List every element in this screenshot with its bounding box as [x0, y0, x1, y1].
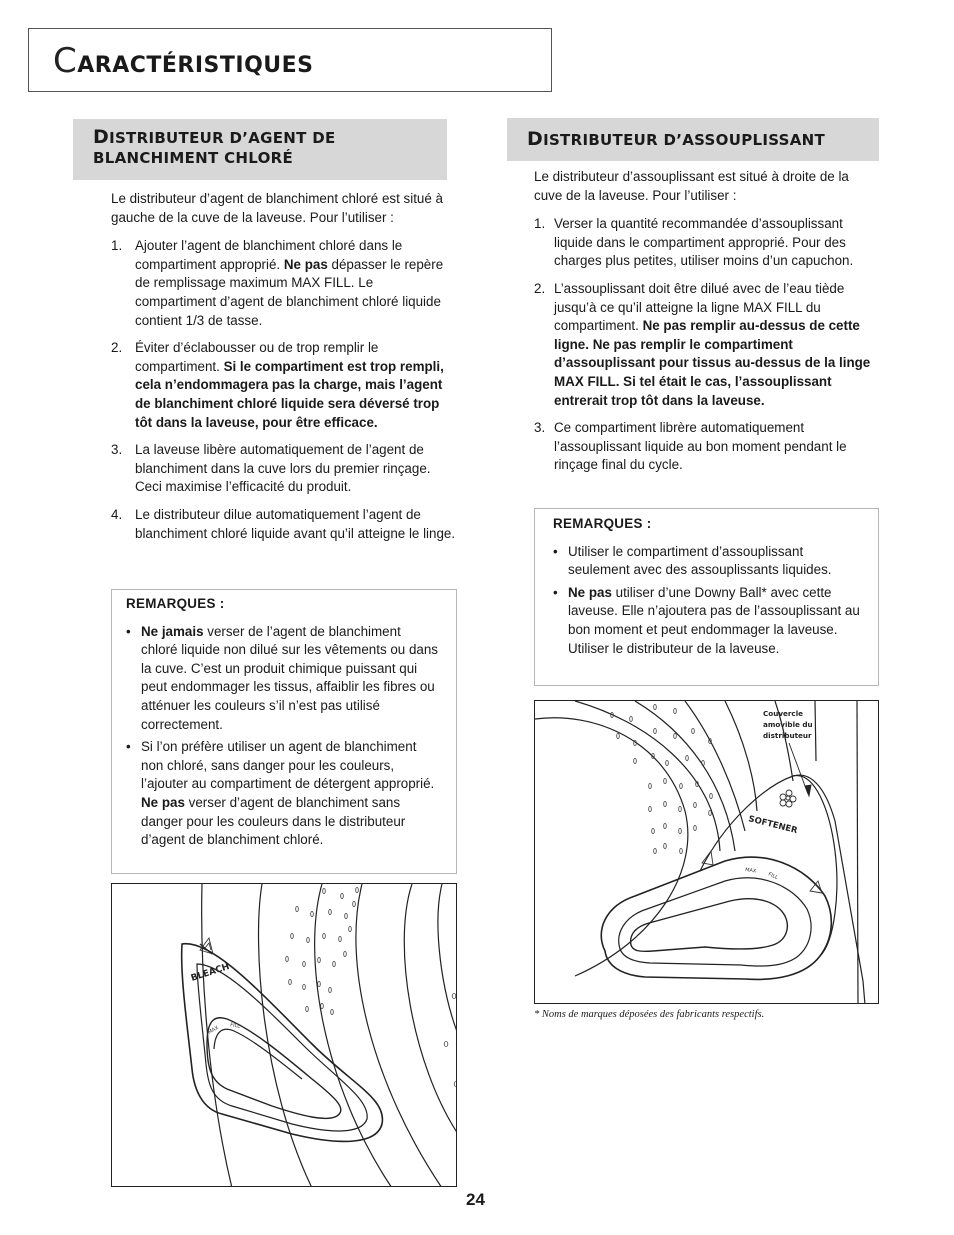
- bleach-dispenser-illustration: [111, 883, 457, 1187]
- bleach-label: BLEACH: [189, 962, 231, 984]
- softener-step-3: 3. Ce compartiment librère automatiquement l’assouplissant liquide au bon moment pendant le rinçage final du cycle.: [534, 420, 847, 473]
- softener-notes-heading: REMARQUES :: [553, 516, 652, 531]
- softener-intro: Le distributeur d’assouplissant est situé à droite de la cuve de la laveuse. Pour l’utiliser :: [534, 169, 849, 203]
- softener-note-1: • Utiliser le compartiment d’assouplissant seulement avec des assouplissants liquides.: [553, 543, 832, 578]
- softener-note-2: • Ne pas utiliser d’une Downy Ball* avec cette laveuse. Elle n’ajoutera pas de l’assouplissant au bon moment et peut endommager la laveuse. Utiliser le distributeur de la laveuse.: [553, 584, 860, 656]
- bleach-note-2: • Si l’on préfère utiliser un agent de blanchiment non chloré, sans danger pour les couleurs, l’ajouter au compartiment de détergent approprié. Ne pas verser d’agent de blanchiment sans danger pour les couleurs dans le distributeur d’agent de blanchiment chloré.: [126, 739, 435, 848]
- softener-max-label: MAX: [744, 867, 757, 875]
- page-title-box: [28, 28, 552, 92]
- softener-notes-box: [534, 508, 879, 686]
- bleach-notes-heading: REMARQUES :: [126, 596, 225, 611]
- bleach-step-4: 4. Le distributeur dilue automatiquement l’agent de blanchiment chloré liquide avant qu’il atteigne le linge.: [111, 506, 456, 541]
- bleach-max-label: MAX: [207, 1024, 220, 1036]
- bleach-note-1: • Ne jamais verser de l’agent de blanchiment chloré liquide non dilué sur les vêtements ou dans la cuve. C’est un produit chimique puissant qui peut endommager les tissus, affaiblir les fibres ou atténuer les couleurs s’il n’est pas utilisé correctement.: [126, 623, 439, 732]
- removable-cover-callout: [763, 709, 813, 740]
- softener-label: SOFTENER: [747, 814, 799, 837]
- page-number: 24: [466, 1190, 485, 1209]
- svg-text:distributeur: distributeur: [763, 731, 812, 740]
- bleach-step-3: 3. La laveuse libère automatiquement de l’agent de blanchiment dans la cuve lors du premier rinçage. Ceci maximise l’efficacité du produit.: [111, 442, 431, 495]
- softener-section-heading: DISTRIBUTEUR D’ASSOUPLISSANT: [507, 118, 879, 161]
- bleach-notes-box: [111, 589, 457, 874]
- bleach-step-2: 2. Éviter d’éclabousser ou de trop remplir le compartiment. Si le compartiment est trop rempli, cela n’endommagera pas la charge, mais l’agent de blanchiment chloré liquide sera déversé trop tôt dans la laveuse, pour être efficace.: [111, 340, 444, 430]
- softener-step-1: 1. Verser la quantité recommandée d’assouplissant liquide dans le compartiment approprié. Pour des charges plus petites, utiliser moins d’un capuchon.: [534, 216, 854, 269]
- page-title: CARACTÉRISTIQUES: [53, 41, 314, 81]
- softener-step-2: 2. L’assouplissant doit être dilué avec de l’eau tiède jusqu’à ce qu’il atteigne la ligne MAX FILL du compartiment. Ne pas remplir au-dessus de cette ligne. Ne pas remplir le compartiment d’assouplissant pour tissus au-dessus de la linge MAX FILL. Si tel était le cas, l’assouplissant entrerait trop tôt dans la laveuse.: [534, 280, 871, 408]
- bleach-instructions: [111, 190, 457, 543]
- softener-instructions: [534, 168, 879, 475]
- bleach-step-1: 1. Ajouter l’agent de blanchiment chloré dans le compartiment approprié. Ne pas dépasser le repère de remplissage maximum MAX FILL. Le compartiment d’agent de blanchiment chloré liquide contient 1/3 de tasse.: [111, 238, 444, 328]
- softener-fill-label: FILL: [767, 871, 779, 882]
- bleach-fill-label: FILL: [229, 1022, 241, 1030]
- softener-dispenser-illustration: [534, 700, 879, 1004]
- svg-text:Couvercle: Couvercle: [763, 709, 804, 718]
- bleach-intro: Le distributeur d’agent de blanchiment chloré est situé à gauche de la cuve de la laveuse. Pour l’utiliser :: [111, 191, 443, 225]
- trademark-footnote: * Noms de marques déposées des fabricants respectifs.: [534, 1009, 765, 1020]
- bleach-section-heading: DISTRIBUTEUR D’AGENT DE BLANCHIMENT CHLORÉ: [73, 119, 447, 180]
- svg-text:amovible du: amovible du: [763, 720, 813, 729]
